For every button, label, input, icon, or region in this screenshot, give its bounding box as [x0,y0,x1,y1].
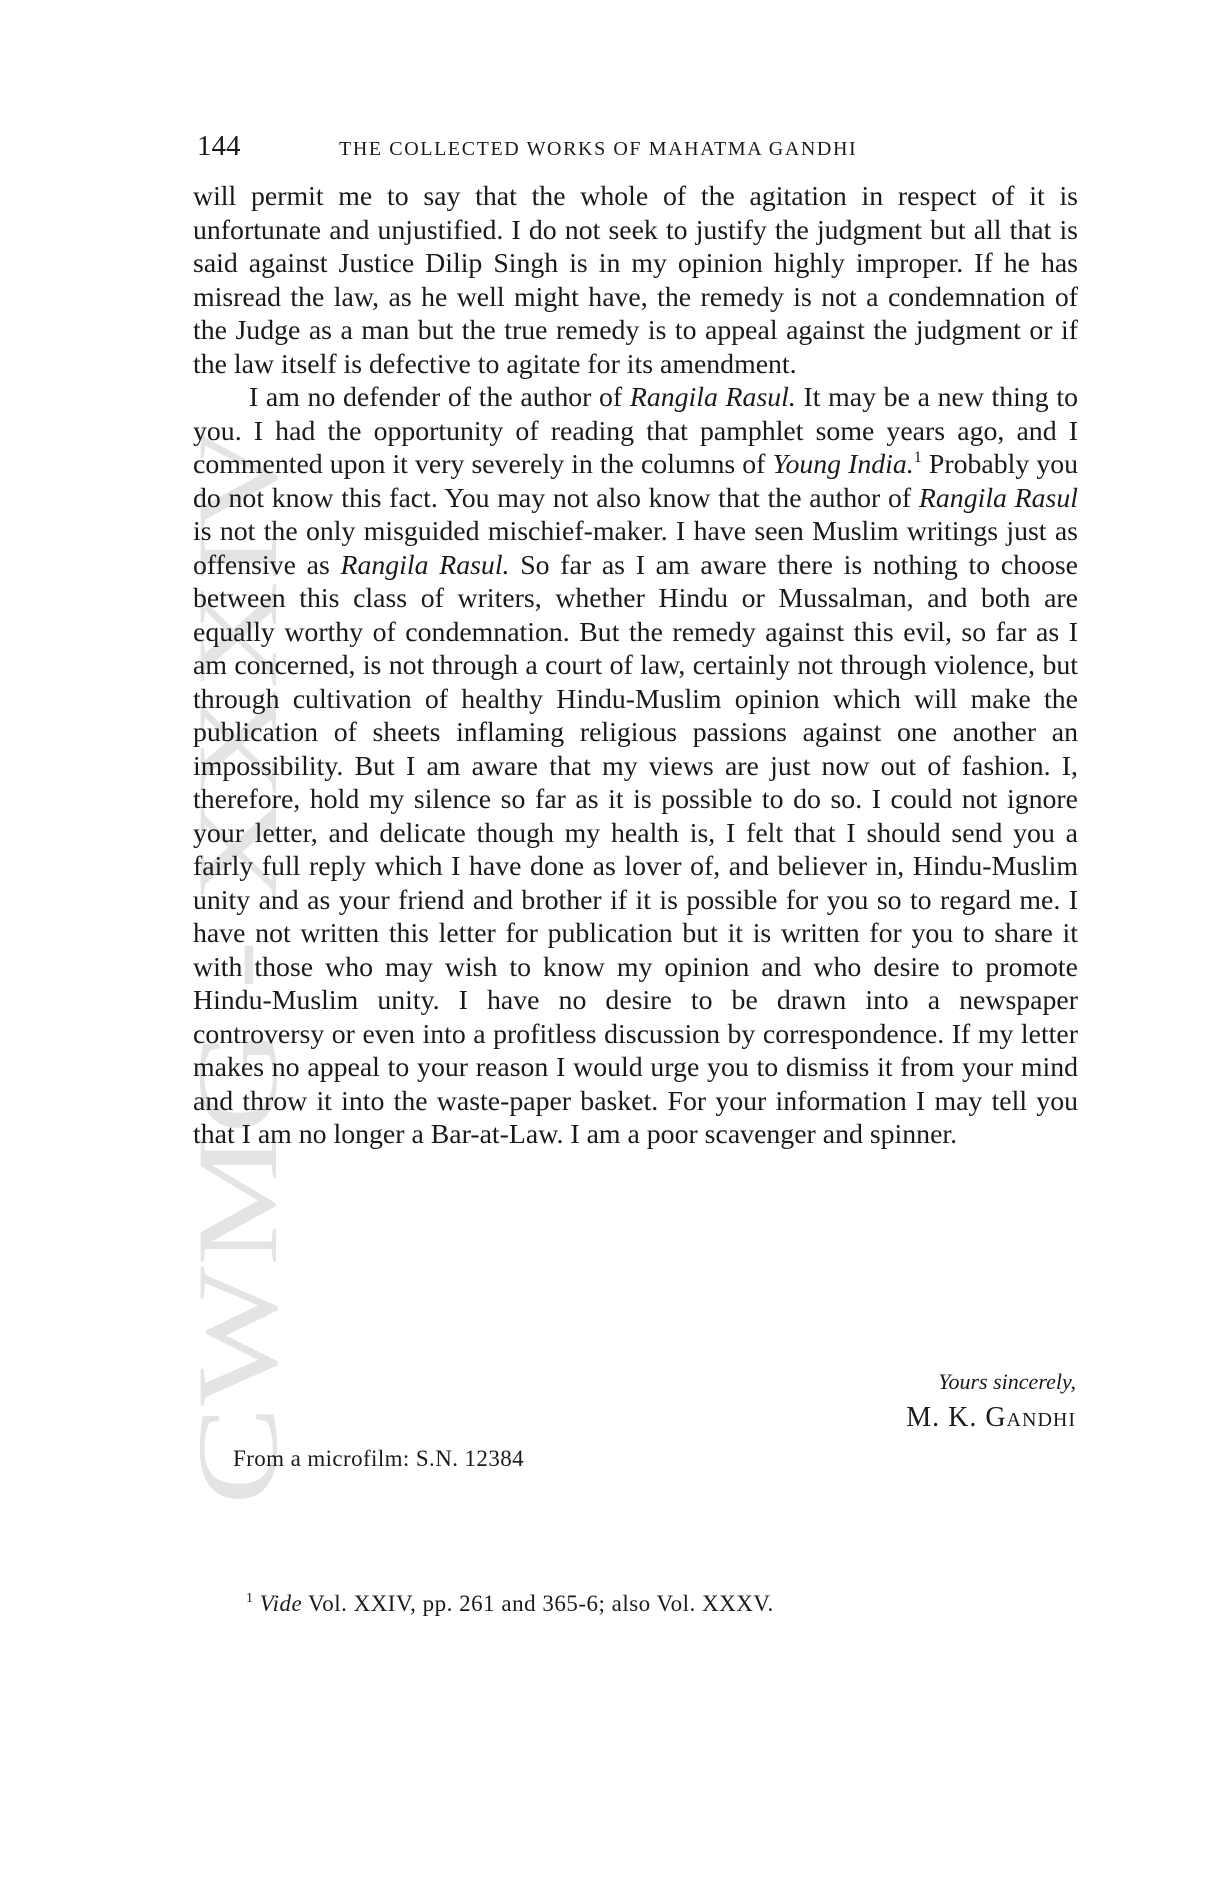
p2-segment: Probably you do not know this fact. You may not also know that the author of [193,449,1079,514]
pamphlet-title: Rangila Rasul. [340,549,510,581]
p2-segment: It may be a new thing to you. I had the opportunity of reading that pamphlet some years ago, and I commented upon it very severely in the columns of [193,382,1078,480]
closing-phrase: Yours sincerely, [938,1369,1076,1394]
footnote-vide: Vide [259,1591,303,1616]
paragraph-2 [193,381,1078,1152]
footnote-reference: 1 [913,449,922,466]
letter-closing [906,1367,1076,1439]
p2-segment: I am no defender of the author of [249,382,623,413]
footnote [246,1591,774,1617]
letter-body [193,180,1078,1152]
source-note: From a microfilm: S.N. 12384 [233,1446,525,1471]
journal-title: Young India. [772,449,914,480]
footnote-text: Vol. XXIV, pp. 261 and 365-6; also Vol. XXXV. [308,1591,774,1616]
page-header [197,130,1077,170]
watermark-text: CWMG - XXXIV [174,668,301,1505]
p2-segment: is not the only misguided mischief-maker. I have seen Muslim writings just as offensive as [193,516,1078,581]
page-number: 144 [197,130,241,162]
p2-segment: So far as I am aware there is nothing to choose between this class of writers, whether Hindu or Mussalman, and both are equally worthy of condemnation. But the remedy against this evil, so far as I am concerned, is not through a court of law, certainly not through violence, but through cultivation of healthy Hindu-Muslim opinion which will make the publication of sheets inflaming religious passions against one another an impossibility. But I am aware that my views are just now out of fashion. I, therefore, hold my silence so far as it is possible to do so. I could not ignore your letter, and delicate though my health is, I felt that I should send you a fairly full reply which I have done as lover of, and believer in, Hindu-Muslim unity and as your friend and brother if it is possible for you so to regard me. I have not written this letter for publication but it is written for you to share it with those who may wish to know my opinion and who desire to promote Hindu-Muslim unity. I have no desire to be drawn into a newspaper controversy or even into a profitless discussion by correspondence. If my letter makes no appeal to your reason I would urge you to dismiss it from your mind and throw it into the waste-paper basket. For your information I may tell you that I am no longer a Bar-at-Law. I am a poor scavenger and spinner. [193,549,1079,1150]
signature: M. K. Gandhi [906,1402,1076,1433]
running-head: THE COLLECTED WORKS OF MAHATMA GANDHI [339,138,858,160]
footnote-marker: 1 [246,1591,254,1606]
pamphlet-title: Rangila Rasul. [629,382,796,413]
paragraph-1: will permit me to say that the whole of the agitation in respect of it is unfortunate and unjustified. I do not seek to justify the judgment but all that is said against Justice Dilip Singh is in my opinion highly improper. If he has misread the law, as he well might have, the remedy is not a condemnation of the Judge as a man but the true remedy is to appeal against the judgment or if the law itself is defective to agitate for its amendment. [193,181,1078,380]
pamphlet-title: Rangila Rasul [918,482,1078,514]
